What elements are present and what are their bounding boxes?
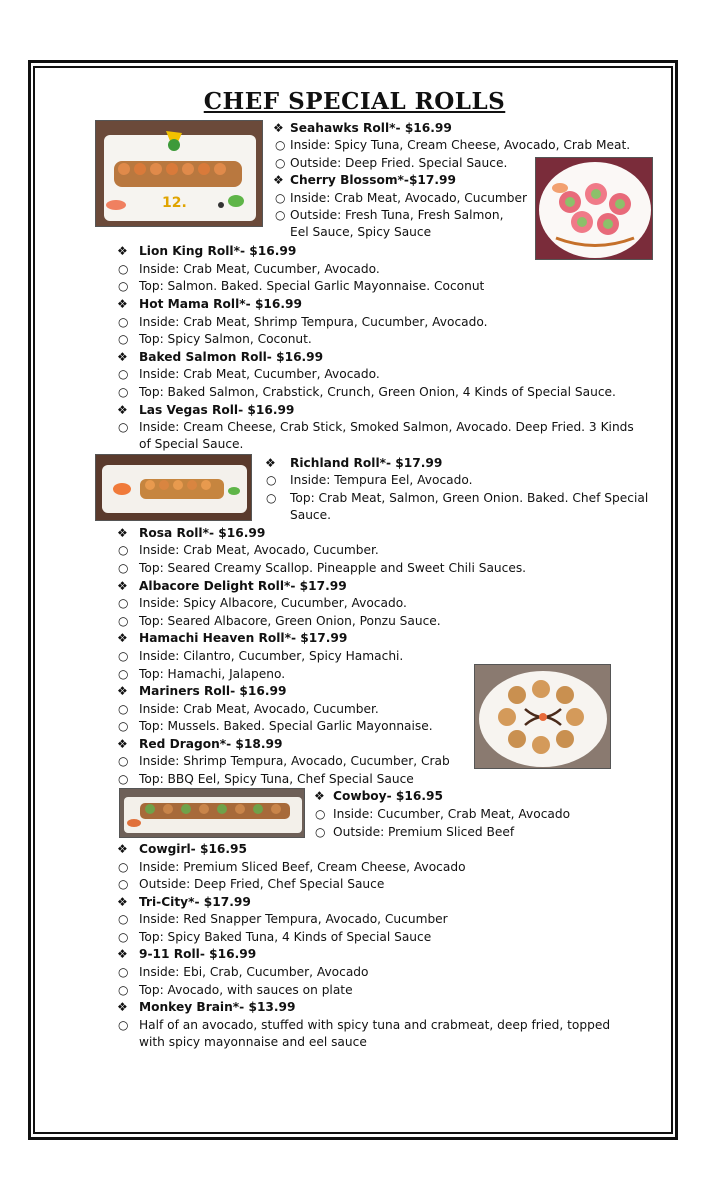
bullet-circle-icon: ○ (118, 279, 129, 293)
bullet-circle-icon: ○ (275, 208, 286, 222)
bullet-circle-icon: ○ (118, 983, 129, 997)
roll-detail: Top: Salmon. Baked. Special Garlic Mayonnaise. Coconut (139, 279, 485, 293)
bullet-circle-icon: ○ (118, 719, 129, 733)
bullet-circle-icon: ○ (118, 754, 129, 768)
bullet-circle-icon: ○ (275, 156, 286, 170)
roll-detail: Top: Seared Albacore, Green Onion, Ponzu Sauce. (139, 614, 441, 628)
mariners-roll-photo (474, 664, 611, 769)
roll-name: Albacore Delight Roll*- $17.99 (139, 579, 347, 593)
bullet-circle-icon: ○ (118, 965, 129, 979)
roll-name: Seahawks Roll*- $16.99 (290, 121, 452, 135)
roll-name: Tri-City*- $17.99 (139, 895, 251, 909)
bullet-circle-icon: ○ (118, 420, 129, 434)
roll-detail: Inside: Red Snapper Tempura, Avocado, Cucumber (139, 912, 448, 926)
roll-detail: Top: Hamachi, Jalapeno. (139, 667, 286, 681)
roll-detail: Inside: Spicy Albacore, Cucumber, Avocado. (139, 596, 407, 610)
bullet-circle-icon: ○ (118, 614, 129, 628)
roll-detail: Inside: Cream Cheese, Crab Stick, Smoked Salmon, Avocado. Deep Fried. 3 Kinds of Special Sauce. (139, 420, 634, 451)
bullet-circle-icon: ○ (118, 332, 129, 346)
bullet-diamond-icon: ❖ (117, 579, 128, 593)
bullet-circle-icon: ○ (118, 877, 129, 891)
bullet-circle-icon: ○ (118, 1018, 129, 1032)
bullet-circle-icon: ○ (118, 772, 129, 786)
bullet-circle-icon: ○ (118, 315, 129, 329)
bullet-circle-icon: ○ (118, 912, 129, 926)
page-title: CHEF SPECIAL ROLLS (203, 88, 506, 115)
bullet-circle-icon: ○ (275, 138, 286, 152)
roll-detail: Outside: Premium Sliced Beef (333, 825, 515, 839)
bullet-diamond-icon: ❖ (117, 842, 128, 856)
roll-name: Monkey Brain*- $13.99 (139, 1000, 296, 1014)
roll-detail: Inside: Ebi, Crab, Cucumber, Avocado (139, 965, 369, 979)
bullet-circle-icon: ○ (118, 561, 129, 575)
bullet-diamond-icon: ❖ (314, 789, 325, 803)
roll-detail: Top: BBQ Eel, Spicy Tuna, Chef Special Sauce (139, 772, 414, 786)
roll-detail: Inside: Tempura Eel, Avocado. (290, 473, 473, 487)
roll-name: Red Dragon*- $18.99 (139, 737, 283, 751)
bullet-diamond-icon: ❖ (117, 1000, 128, 1014)
roll-name: Lion King Roll*- $16.99 (139, 244, 297, 258)
roll-detail: Inside: Crab Meat, Avocado, Cucumber. (139, 702, 379, 716)
roll-detail: Top: Avocado, with sauces on plate (139, 983, 353, 997)
bullet-circle-icon: ○ (118, 649, 129, 663)
roll-detail: Top: Baked Salmon, Crabstick, Crunch, Green Onion, 4 Kinds of Special Sauce. (139, 385, 616, 399)
bullet-diamond-icon: ❖ (117, 350, 128, 364)
roll-detail: Top: Spicy Salmon, Coconut. (139, 332, 312, 346)
roll-name: Hamachi Heaven Roll*- $17.99 (139, 631, 348, 645)
roll-detail: Top: Spicy Baked Tuna, 4 Kinds of Special Sauce (139, 930, 432, 944)
bullet-diamond-icon: ❖ (117, 403, 128, 417)
bullet-diamond-icon: ❖ (117, 947, 128, 961)
bullet-circle-icon: ○ (118, 930, 129, 944)
bullet-circle-icon: ○ (315, 825, 326, 839)
roll-detail: Inside: Crab Meat, Cucumber, Avocado. (139, 262, 380, 276)
roll-name: Hot Mama Roll*- $16.99 (139, 297, 302, 311)
roll-name: Cowboy- $16.95 (333, 789, 443, 803)
roll-detail: Inside: Cucumber, Crab Meat, Avocado (333, 807, 571, 821)
cherry-blossom-photo (535, 157, 653, 260)
roll-detail: Inside: Crab Meat, Cucumber, Avocado. (139, 367, 380, 381)
plate-text: 12. (162, 195, 187, 211)
cowboy-roll-photo (119, 788, 305, 838)
bullet-circle-icon: ○ (118, 667, 129, 681)
bullet-diamond-icon: ❖ (117, 526, 128, 540)
bullet-circle-icon: ○ (118, 367, 129, 381)
richland-roll-photo (95, 454, 252, 521)
roll-name: Baked Salmon Roll- $16.99 (139, 350, 324, 364)
bullet-circle-icon: ○ (275, 191, 286, 205)
roll-detail: Top: Crab Meat, Salmon, Green Onion. Baked. Chef Special Sauce. (290, 491, 649, 522)
bullet-diamond-icon: ❖ (117, 297, 128, 311)
bullet-diamond-icon: ❖ (117, 737, 128, 751)
bullet-diamond-icon: ❖ (265, 456, 276, 470)
roll-detail: Inside: Spicy Tuna, Cream Cheese, Avocado, Crab Meat. (290, 138, 631, 152)
roll-detail: Inside: Crab Meat, Avocado, Cucumber. (139, 543, 379, 557)
roll-detail: Inside: Cilantro, Cucumber, Spicy Hamachi. (139, 649, 404, 663)
bullet-diamond-icon: ❖ (273, 121, 284, 135)
bullet-diamond-icon: ❖ (273, 173, 284, 187)
roll-detail: Top: Mussels. Baked. Special Garlic Mayonnaise. (139, 719, 433, 733)
roll-detail: Outside: Deep Fried. Special Sauce. (290, 156, 508, 170)
roll-detail: Outside: Deep Fried, Chef Special Sauce (139, 877, 385, 891)
roll-detail: Inside: Shrimp Tempura, Avocado, Cucumber, Crab (139, 754, 450, 768)
roll-detail: Inside: Premium Sliced Beef, Cream Cheese, Avocado (139, 860, 466, 874)
roll-name: Cowgirl- $16.95 (139, 842, 247, 856)
roll-name: Richland Roll*- $17.99 (290, 456, 443, 470)
bullet-diamond-icon: ❖ (117, 244, 128, 258)
bullet-diamond-icon: ❖ (117, 631, 128, 645)
roll-name: Las Vegas Roll- $16.99 (139, 403, 295, 417)
roll-name: Rosa Roll*- $16.99 (139, 526, 266, 540)
bullet-circle-icon: ○ (118, 385, 129, 399)
bullet-diamond-icon: ❖ (117, 895, 128, 909)
bullet-circle-icon: ○ (118, 860, 129, 874)
bullet-circle-icon: ○ (118, 543, 129, 557)
bullet-circle-icon: ○ (118, 596, 129, 610)
roll-detail: Outside: Fresh Tuna, Fresh Salmon, Eel Sauce, Spicy Sauce (290, 208, 504, 239)
roll-detail: Half of an avocado, stuffed with spicy tuna and crabmeat, deep fried, topped with spicy mayonnaise and eel sauce (139, 1018, 611, 1049)
seahawks-roll-photo (95, 120, 263, 227)
roll-name: Cherry Blossom*-$17.99 (290, 173, 456, 187)
roll-name: 9-11 Roll- $16.99 (139, 947, 257, 961)
bullet-diamond-icon: ❖ (117, 684, 128, 698)
bullet-circle-icon: ○ (266, 491, 277, 505)
bullet-circle-icon: ○ (118, 262, 129, 276)
bullet-circle-icon: ○ (266, 473, 277, 487)
roll-detail: Inside: Crab Meat, Avocado, Cucumber (290, 191, 528, 205)
bullet-circle-icon: ○ (118, 702, 129, 716)
roll-detail: Inside: Crab Meat, Shrimp Tempura, Cucumber, Avocado. (139, 315, 488, 329)
roll-detail: Top: Seared Creamy Scallop. Pineapple and Sweet Chili Sauces. (139, 561, 527, 575)
roll-name: Mariners Roll- $16.99 (139, 684, 287, 698)
bullet-circle-icon: ○ (315, 807, 326, 821)
